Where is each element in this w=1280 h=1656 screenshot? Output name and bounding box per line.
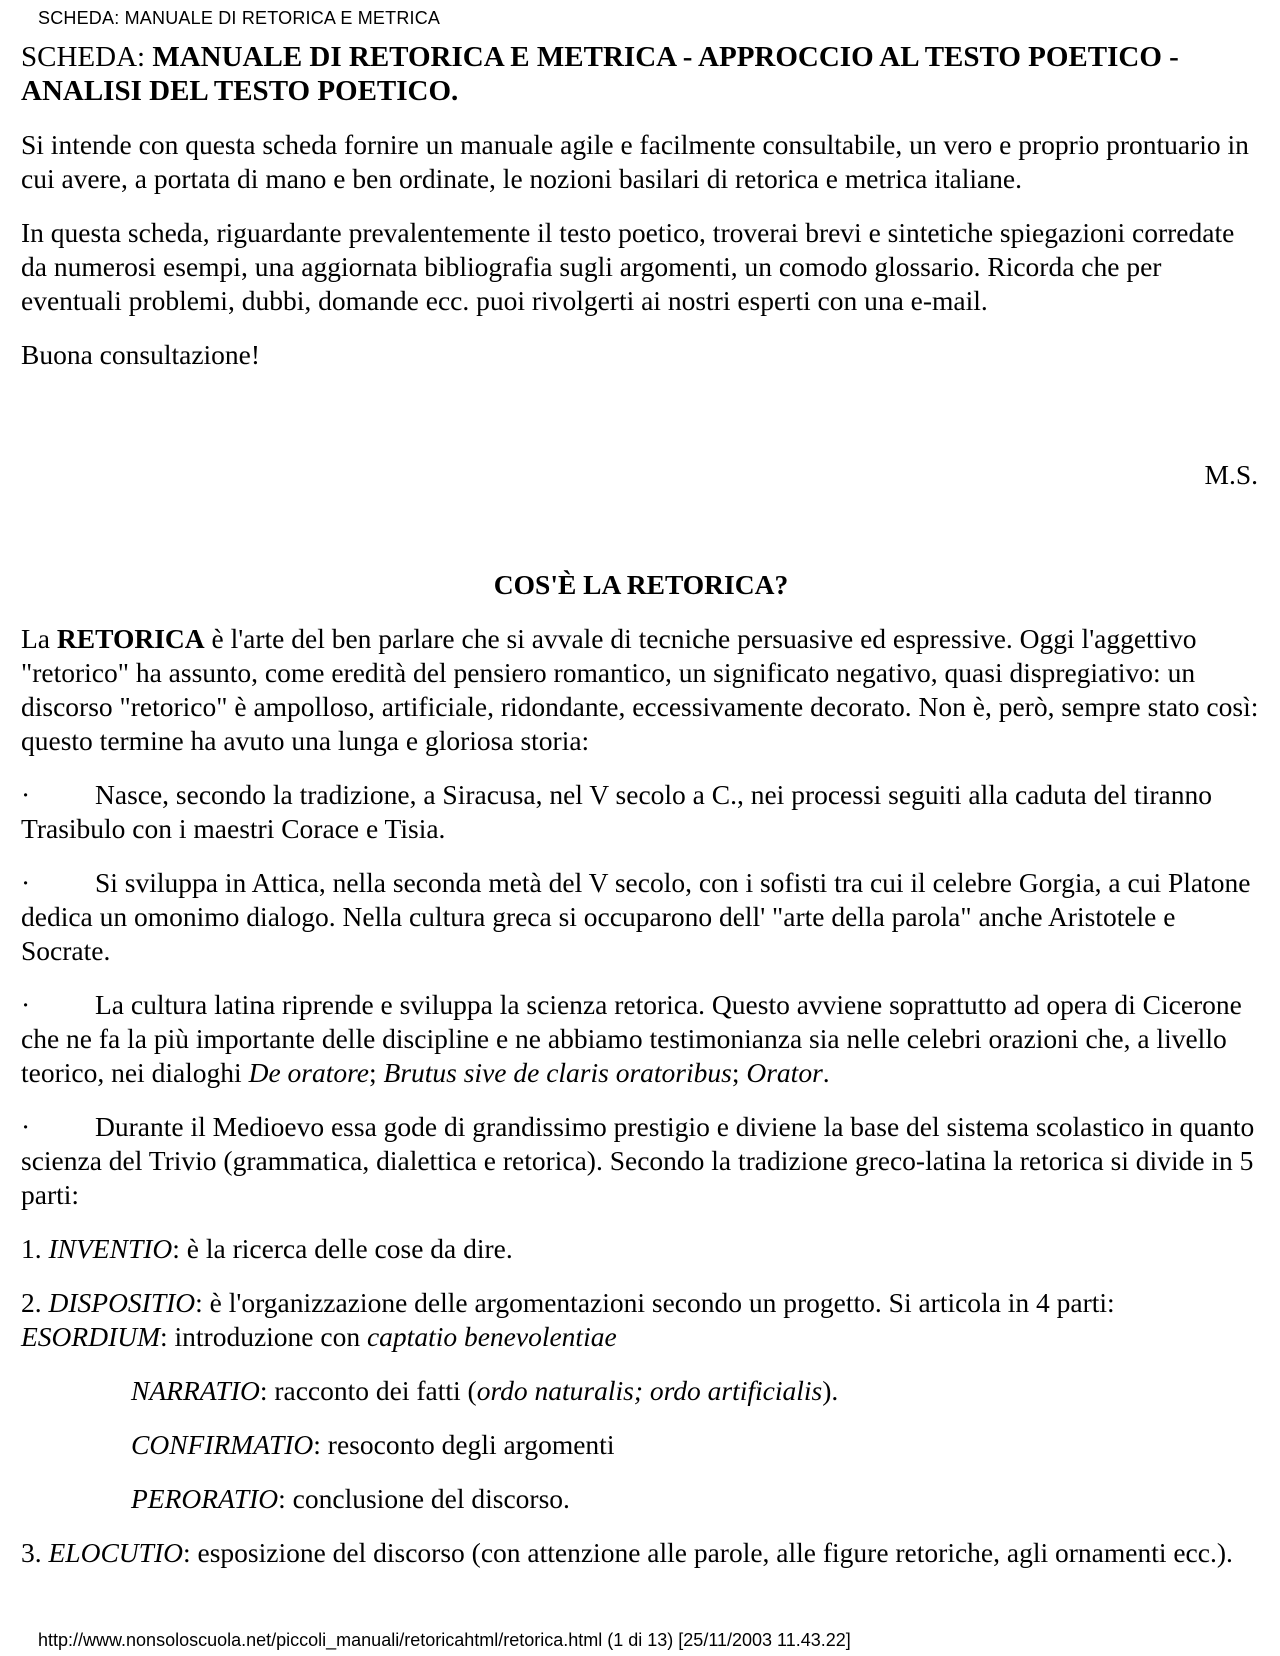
signature: M.S. xyxy=(1204,459,1258,490)
part-text: : esposizione del discorso (con attenzione alle parole, alle figure retoriche, agli ornamenti ecc.). xyxy=(182,1537,1233,1568)
bullet-symbol: · xyxy=(21,989,31,1020)
retorica-post: è l'arte del ben parlare che si avvale di tecniche persuasive ed espressive. Oggi l'aggettivo "retorico" ha assunto, come eredità del pensiero romantico, un significato negativo, quasi dispregiativo: un discorso "retorico" è ampolloso, artificiale, ridondante, eccessivamente decorato. Non è, però, sempre stato così: questo termine ha avuto una lunga e gloriosa storia: xyxy=(21,623,1259,756)
part-text: : è la ricerca delle cose da dire. xyxy=(172,1233,513,1264)
part-text: : è l'organizzazione delle argomentazioni secondo un progetto. Si articola in 4 parti: xyxy=(195,1287,1115,1318)
bullet-symbol: · xyxy=(21,1111,31,1142)
intro-paragraph-2: In questa scheda, riguardante prevalentemente il testo poetico, troverai brevi e sintetiche spiegazioni corredate da numerosi esempi, una aggiornata bibliografia sugli argomenti, un comodo glossario. Ricorda che per eventuali problemi, dubbi, domande ecc. puoi rivolgerti ai nostri esperti con una e-mail. xyxy=(21,217,1235,316)
subpart-term: PERORATIO xyxy=(131,1483,279,1514)
section-heading: COS'È LA RETORICA? xyxy=(493,569,789,600)
subpart-term: ESORDIUM xyxy=(21,1321,160,1352)
subpart-italic: captatio benevolentiae xyxy=(366,1321,617,1352)
part-number: 3. xyxy=(21,1537,49,1568)
part-item xyxy=(21,1232,1261,1266)
title-bold: MANUALE DI RETORICA E METRICA - APPROCCIO AL TESTO POETICO - ANALISI DEL TESTO POETICO. xyxy=(21,41,1179,107)
subpart-text: : introduzione con xyxy=(160,1321,367,1352)
title-prefix: SCHEDA: xyxy=(21,41,153,73)
retorica-paragraph xyxy=(21,622,1261,758)
part-term: ELOCUTIO xyxy=(48,1537,183,1568)
subpart-text: : conclusione del discorso. xyxy=(278,1483,570,1514)
retorica-pre: La xyxy=(21,623,57,654)
part-item xyxy=(21,1286,1261,1354)
bullet-item xyxy=(21,866,1261,968)
part-number: 1. xyxy=(21,1233,49,1264)
subpart-item xyxy=(21,1482,1261,1516)
subpart-term: CONFIRMATIO xyxy=(131,1429,314,1460)
page-footer-url: http://www.nonsoloscuola.net/piccoli_manuali/retoricahtml/retorica.html (1 di 13) [25/11/2003 11.43.22] xyxy=(38,1630,851,1650)
retorica-term: RETORICA xyxy=(56,623,205,654)
bullet-item xyxy=(21,778,1261,846)
subpart-term: NARRATIO xyxy=(131,1375,260,1406)
intro-paragraph-3: Buona consultazione! xyxy=(21,339,261,370)
bullet-text: La cultura latina riprende e sviluppa la scienza retorica. Questo avviene soprattutto ad opera di Cicerone che ne fa la più importante delle discipline e ne abbiamo testimonianza sia nelle celebri orazioni che, a livello teorico, nei dialoghi xyxy=(21,989,1242,1088)
bullet-symbol: · xyxy=(21,867,31,898)
document-body xyxy=(21,40,1261,1590)
bullet-text: Durante il Medioevo essa gode di grandissimo prestigio e diviene la base del sistema scolastico in quanto scienza del Trivio (grammatica, dialettica e retorica). Secondo la tradizione greco-latina la retorica si divide in 5 parti: xyxy=(21,1111,1255,1210)
work-title: Orator xyxy=(746,1057,823,1088)
subpart-item xyxy=(21,1374,1261,1408)
separator: ; xyxy=(731,1057,747,1088)
subpart-text: : resoconto degli argomenti xyxy=(313,1429,615,1460)
intro-paragraph-1: Si intende con questa scheda fornire un manuale agile e facilmente consultabile, un vero e proprio prontuario in cui avere, a portata di mano e ben ordinate, le nozioni basilari di retorica e metrica italiane. xyxy=(21,129,1249,194)
bullet-text: Nasce, secondo la tradizione, a Siracusa, nel V secolo a C., nei processi seguiti alla caduta del tiranno Trasibulo con i maestri Corace e Tisia. xyxy=(21,779,1212,844)
subpart-text: : racconto dei fatti ( xyxy=(259,1375,477,1406)
subpart-text: ). xyxy=(822,1375,839,1406)
work-title: Brutus sive de claris oratoribus xyxy=(383,1057,732,1088)
work-title: De oratore xyxy=(248,1057,369,1088)
subpart-italic: ordo naturalis; ordo artificialis xyxy=(476,1375,823,1406)
part-term: INVENTIO xyxy=(48,1233,173,1264)
separator: ; xyxy=(369,1057,384,1088)
bullet-text: Si sviluppa in Attica, nella seconda metà del V secolo, con i sofisti tra cui il celebre Gorgia, a cui Platone dedica un omonimo dialogo. Nella cultura greca si occuparono dell' "arte della parola" anche Aristotele e Socrate. xyxy=(21,867,1251,966)
subpart-item xyxy=(21,1428,1261,1462)
part-term: DISPOSITIO xyxy=(48,1287,196,1318)
bullet-item xyxy=(21,1110,1261,1212)
part-item xyxy=(21,1536,1261,1570)
page-header: SCHEDA: MANUALE DI RETORICA E METRICA xyxy=(38,8,441,28)
bullet-symbol: · xyxy=(21,779,31,810)
bullet-item xyxy=(21,988,1261,1090)
page-title xyxy=(21,40,1261,108)
separator: . xyxy=(822,1057,830,1088)
part-number: 2. xyxy=(21,1287,49,1318)
